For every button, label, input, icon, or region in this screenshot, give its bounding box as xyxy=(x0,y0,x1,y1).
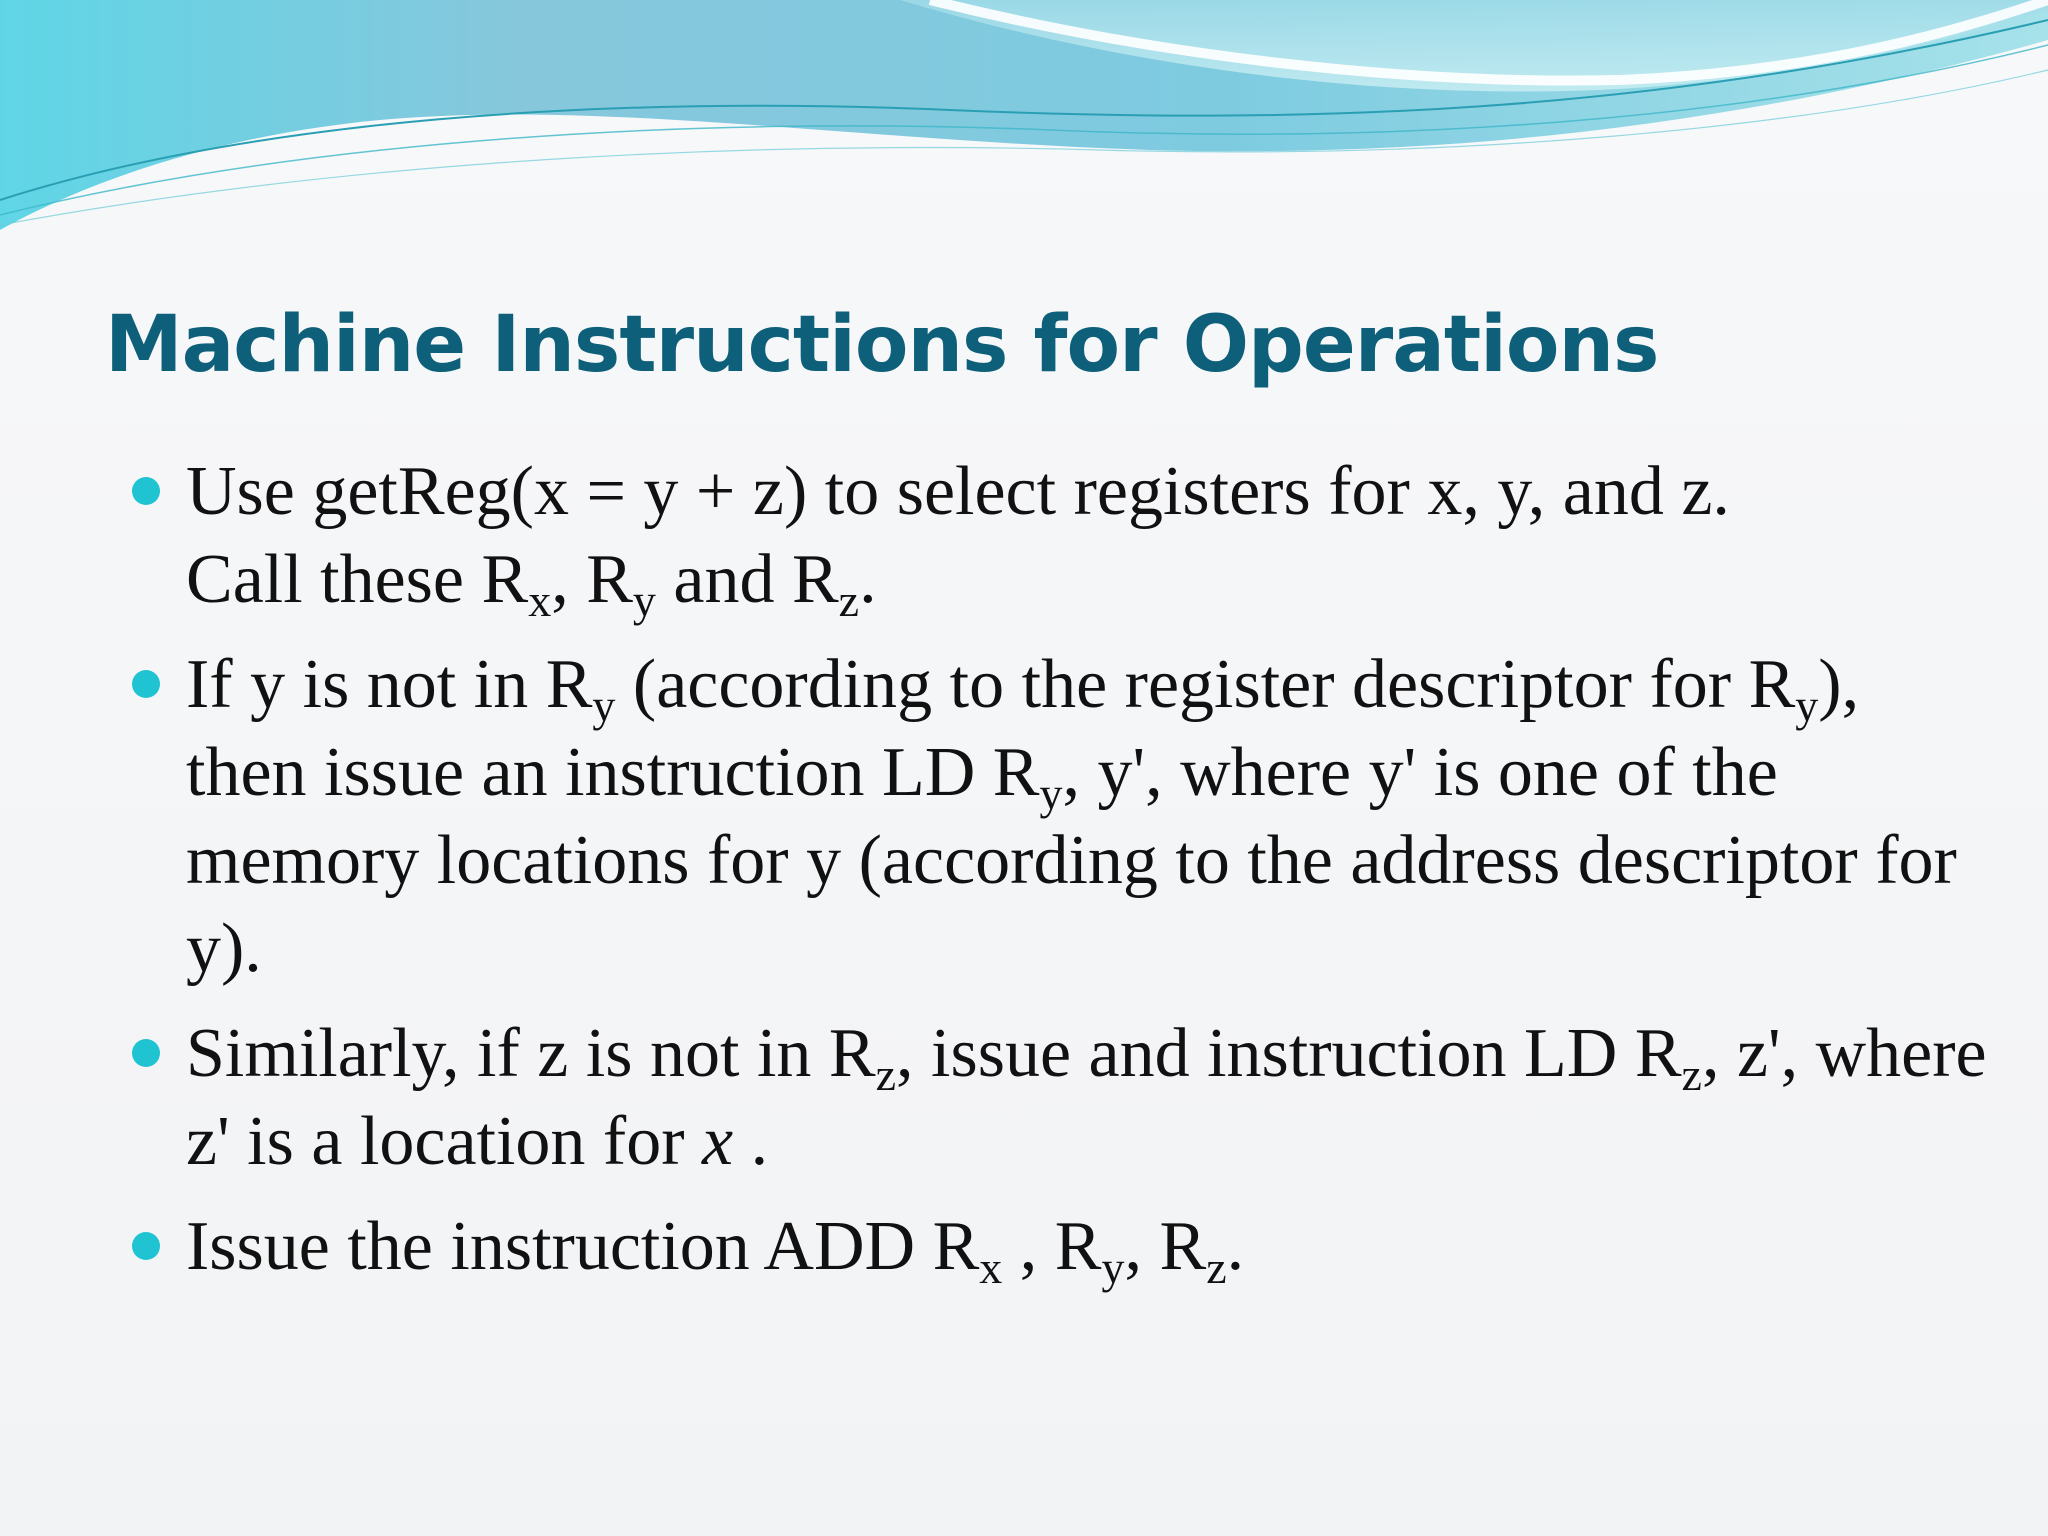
bullet-text: , R xyxy=(1124,1208,1207,1285)
slide-title: Machine Instructions for Operations xyxy=(105,300,1659,390)
bullet-dot-icon xyxy=(132,1232,160,1260)
bullet-text: , y', where y' is one of the memory locations for y (according to the address descriptor for y). xyxy=(186,734,1957,987)
subscript: y xyxy=(1039,768,1063,819)
subscript: y xyxy=(1101,1242,1125,1293)
subscript: z xyxy=(838,575,860,626)
bullet-text: , R xyxy=(1002,1208,1102,1285)
bullet-dot-icon xyxy=(132,1039,160,1067)
header-wave-decoration xyxy=(0,0,2048,240)
bullet-text: . xyxy=(1226,1208,1245,1285)
subscript: x xyxy=(528,575,552,626)
bullet-item xyxy=(130,448,1990,624)
bullet-text: and R xyxy=(655,541,839,618)
bullet-text: If y is not in R xyxy=(186,646,593,723)
bullet-text: ), then issue an instruction LD R xyxy=(186,646,1860,811)
bullet-text: . xyxy=(733,1103,769,1180)
bullet-text: , issue and instruction LD R xyxy=(896,1015,1682,1092)
bullet-item xyxy=(130,641,1990,993)
bullet-text: . xyxy=(859,541,877,618)
bullet-item xyxy=(130,1203,1990,1291)
subscript: x xyxy=(979,1242,1003,1293)
bullet-list xyxy=(130,448,1990,1308)
subscript: y xyxy=(632,575,656,626)
bullet-text: , R xyxy=(551,541,633,618)
bullet-text: Similarly, if z is not in R xyxy=(186,1015,876,1092)
subscript: y xyxy=(592,680,616,731)
bullet-text: Call these R xyxy=(186,541,529,618)
bullet-text: Issue the instruction ADD R xyxy=(186,1208,980,1285)
subscript: y xyxy=(1795,680,1819,731)
bullet-item xyxy=(130,1010,1990,1186)
bullet-text: , z', where z' is a location for xyxy=(186,1015,1987,1180)
bullet-dot-icon xyxy=(132,670,160,698)
subscript: z xyxy=(875,1049,897,1100)
subscript: z xyxy=(1206,1242,1227,1293)
bullet-text: Use getReg(x = y + z) to select registers for x, y, and z. xyxy=(186,453,1730,530)
bullet-dot-icon xyxy=(132,477,160,505)
bullet-text: (according to the register descriptor for R xyxy=(615,646,1796,723)
italic-variable: x xyxy=(702,1103,734,1180)
subscript: z xyxy=(1681,1049,1702,1100)
